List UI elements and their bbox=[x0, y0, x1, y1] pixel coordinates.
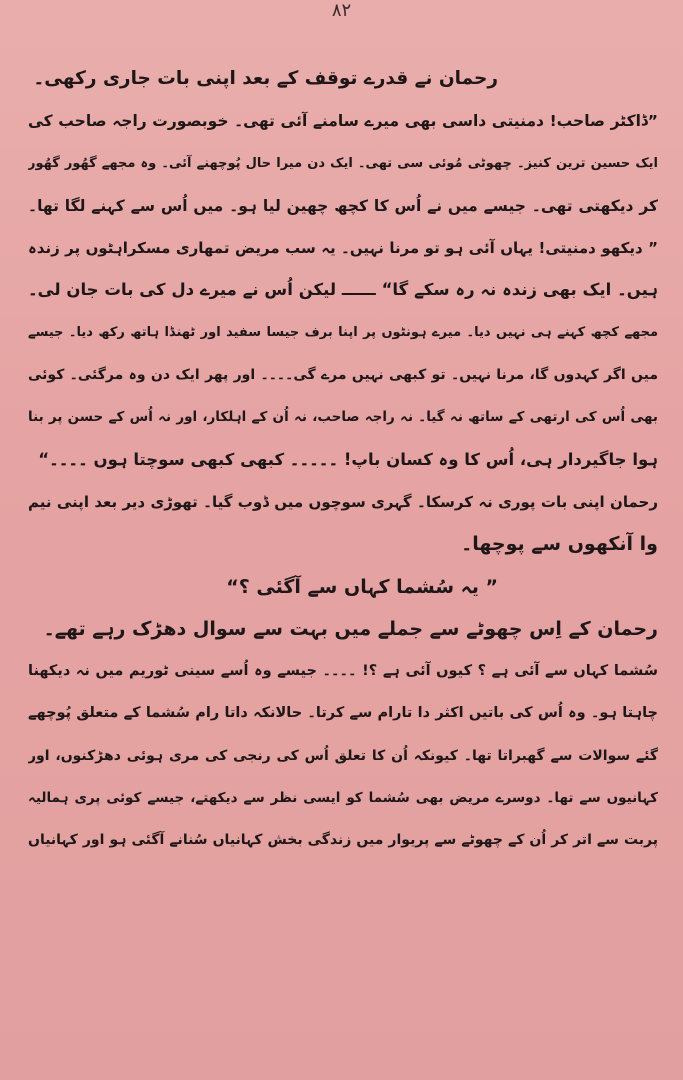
text-line: رحمان نے قدرے توقف کے بعد اپنی بات جاری رکھی۔ bbox=[33, 68, 498, 89]
text-line: رحمان کے اِس چھوٹے سے جملے میں بہت سے سوال دھڑک رہے تھے۔ bbox=[43, 617, 658, 640]
text-line: میں اگر کہدوں گا، مرنا نہیں۔ تو کبھی نہیں مرے گی۔۔۔۔ اور پھر ایک دن وہ مرگئی۔ کوئی bbox=[28, 367, 658, 384]
text-line: سُشما کہاں سے آئی ہے ؟ کیوں آئی ہے ؟! ۔۔۔۔ جیسے وہ اُسے سینی ٹوریم میں نہ دیکھنا bbox=[28, 663, 658, 680]
text-line: رحمان اپنی بات پوری نہ کرسکا۔ گہری سوچوں میں ڈوب گیا۔ تھوڑی دیر بعد اپنی نیم bbox=[28, 492, 658, 511]
text-line: کہانیوں سے تھا۔ دوسرے مریض بھی سُشما کو ایسی نظر سے دیکھتے، جیسے کوئی پری ہمالیہ bbox=[28, 790, 658, 807]
text-line: ہوا جاگیردار ہی، اُس کا وہ کسان باپ! ۔۔۔۔۔ کبھی کبھی سوچتا ہوں ۔۔۔۔“ bbox=[38, 449, 658, 469]
text-line: گئے سوالات سے گھبراتا تھا۔ کیونکہ اُن کا تعلق اُس کی رنجی کی مری ہوئی دھڑکنوں، اور bbox=[28, 747, 658, 764]
text-line: ” دیکھو دمنیتی! یہاں آئی ہو تو مرنا نہیں۔ یہ سب مریض تمھاری مسکراہٹوں پر زندہ bbox=[28, 239, 658, 258]
text-line: ہیں۔ ایک بھی زندہ نہ رہ سکے گا“ ــــــ لیکن اُس نے میرے دل کی بات جان لی۔ bbox=[28, 280, 658, 300]
text-line: کر دیکھتی تھی۔ جیسے میں نے اُس کا کچھ چھین لیا ہو۔ میں اُس سے کہنے لگا تھا۔ bbox=[28, 196, 658, 215]
body-text bbox=[28, 58, 658, 862]
text-line: بھی اُس کی ارتھی کے ساتھ نہ گیا۔ نہ راجہ صاحب، نہ اُن کے اہلکار، اور نہ اُس کے حسن پر بنا bbox=[28, 409, 658, 426]
text-line: ایک حسین ترین کنیز۔ چھوٹی مُوئی سی تھی۔ ایک دن میرا حال پُوچھنے آئی۔ وہ مجھے گھُور گھُور bbox=[28, 155, 658, 171]
text-line: ”ڈاکٹر صاحب! دمنیتی داسی بھی میرے سامنے آئی تھی۔ خوبصورت راجہ صاحب کی bbox=[28, 112, 658, 131]
text-line: وا آنکھوں سے پوچھا۔ bbox=[461, 533, 658, 556]
text-line: ” یہ سُشما کہاں سے آگئی ؟“ bbox=[226, 575, 498, 598]
text-line: چاہتا ہو۔ وہ اُس کی باتیں اکثر دا تارام سے کرتا۔ حالانکہ داتا رام سُشما کے متعلق پُوچھے bbox=[28, 705, 658, 722]
page-number: ۸۲ bbox=[331, 0, 352, 21]
text-line: پربت سے اتر کر اُن کے چھوٹے سے پریوار میں زندگی بخش کہانیاں سُنانے آگئی ہو اور کہانیاں bbox=[28, 832, 658, 849]
text-line: مجھے کچھ کہنے ہی نہیں دیا۔ میرے ہونٹوں پر اپنا برف جیسا سفید اور ٹھنڈا ہاتھ رکھ دیا۔ جیسے bbox=[28, 324, 658, 340]
